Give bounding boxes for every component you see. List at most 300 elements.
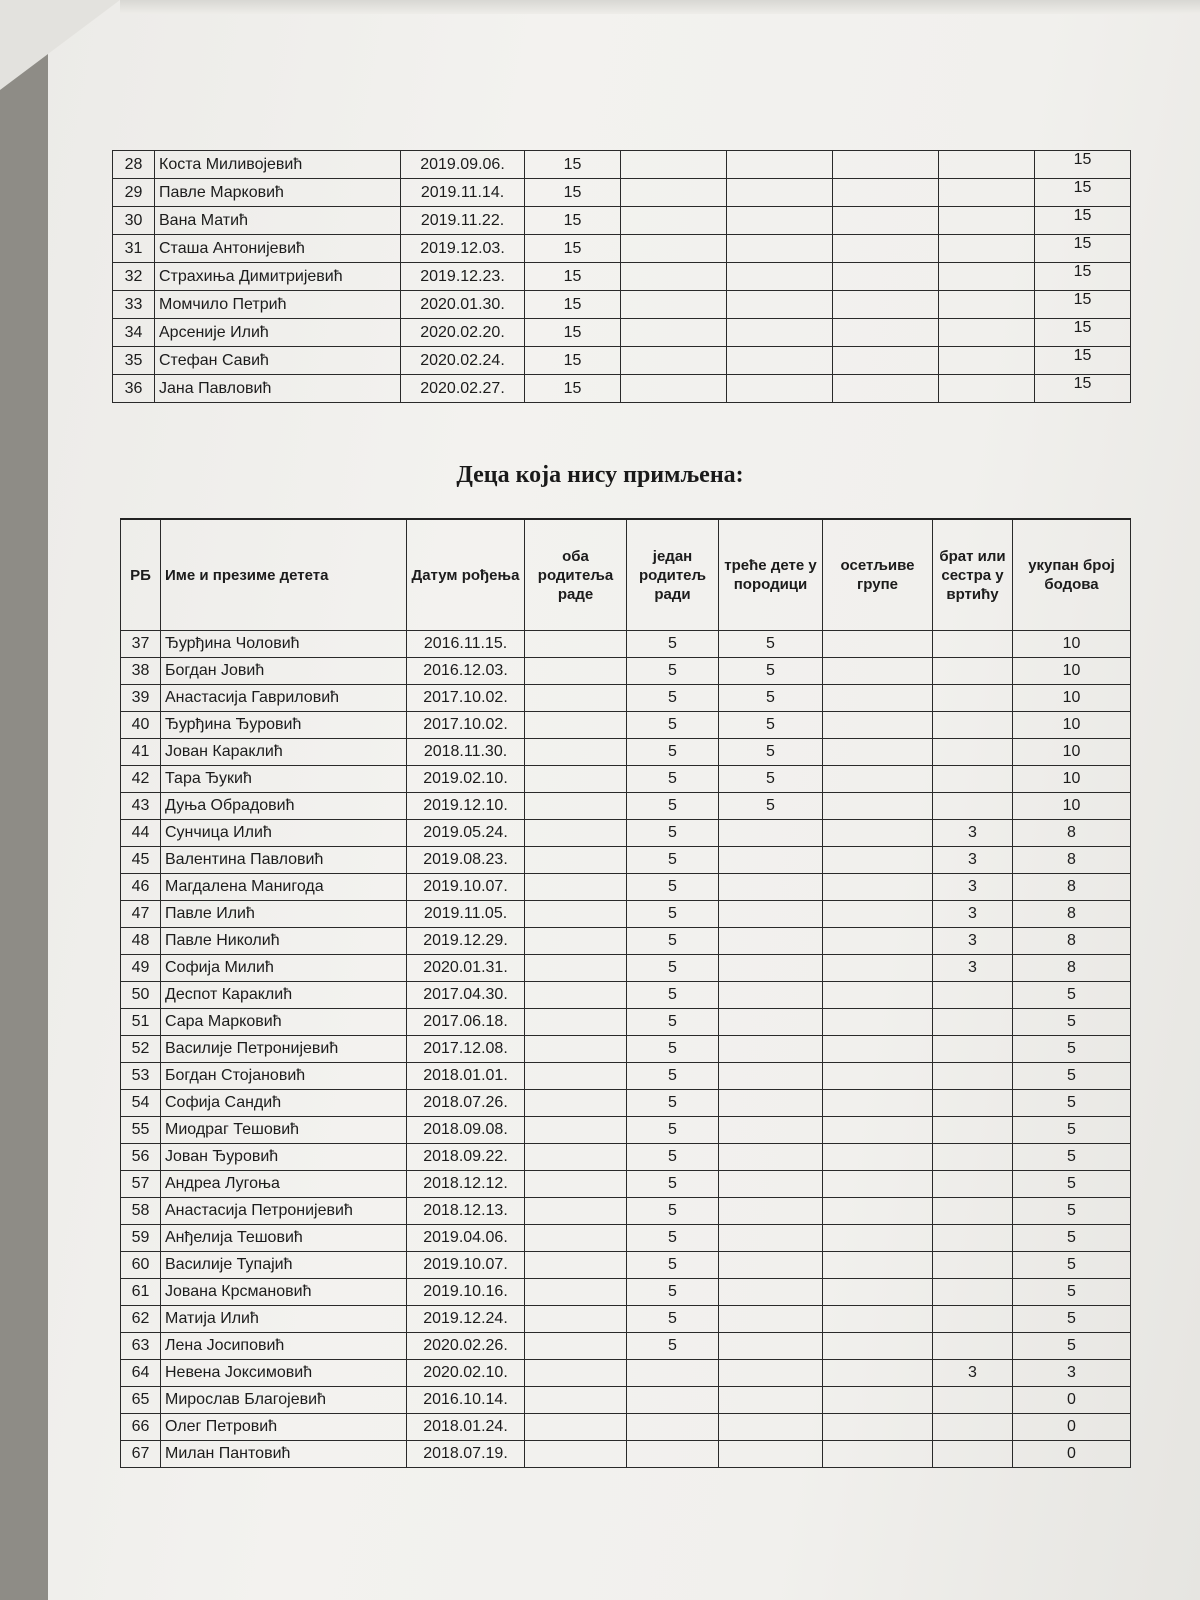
table-row: [121, 1198, 1131, 1225]
cell-sensitive: [823, 658, 933, 685]
cell-third: [719, 1360, 823, 1387]
cell-third: [719, 955, 823, 982]
cell-both: [525, 766, 627, 793]
cell-both: [525, 1009, 627, 1036]
cell-both: [525, 1252, 627, 1279]
cell-dob: 2019.12.24.: [407, 1306, 525, 1333]
cell-sensitive: [823, 955, 933, 982]
cell-sensitive: [823, 1252, 933, 1279]
cell-dob: 2019.11.05.: [407, 901, 525, 928]
cell-sensitive: [823, 1333, 933, 1360]
cell-name: Коста Миливојевић: [155, 151, 401, 179]
cell-name: Момчило Петрић: [155, 291, 401, 319]
cell-sibling: [939, 151, 1035, 179]
table-row: [121, 1252, 1131, 1279]
cell-total: 5: [1013, 1063, 1131, 1090]
header-total: укупан број бодова: [1013, 519, 1131, 631]
cell-third: [719, 982, 823, 1009]
cell-sensitive: [823, 1279, 933, 1306]
cell-one: 5: [627, 901, 719, 928]
cell-total: 15: [1035, 263, 1131, 291]
cell-name: Анастасија Гавриловић: [161, 685, 407, 712]
cell-total: 8: [1013, 820, 1131, 847]
cell-name: Сташа Антонијевић: [155, 235, 401, 263]
cell-third: [719, 1252, 823, 1279]
admitted-table-body: [113, 151, 1131, 403]
cell-one: 5: [627, 847, 719, 874]
cell-rb: 62: [121, 1306, 161, 1333]
header-both-parents: оба родитеља раде: [525, 519, 627, 631]
cell-sensitive: [823, 1171, 933, 1198]
cell-rb: 59: [121, 1225, 161, 1252]
cell-third: [719, 820, 823, 847]
cell-sibling: 3: [933, 901, 1013, 928]
cell-third: [719, 901, 823, 928]
cell-sibling: [939, 235, 1035, 263]
cell-name: Невена Јоксимовић: [161, 1360, 407, 1387]
cell-one: 5: [627, 928, 719, 955]
cell-name: Анђелија Тешовић: [161, 1225, 407, 1252]
cell-name: Деспот Караклић: [161, 982, 407, 1009]
cell-dob: 2020.02.24.: [401, 347, 525, 375]
cell-dob: 2017.10.02.: [407, 712, 525, 739]
cell-one: 5: [627, 1090, 719, 1117]
cell-rb: 55: [121, 1117, 161, 1144]
cell-name: Арсеније Илић: [155, 319, 401, 347]
cell-rb: 32: [113, 263, 155, 291]
cell-sibling: [933, 1252, 1013, 1279]
cell-third: [719, 1063, 823, 1090]
cell-third: [727, 375, 833, 403]
cell-sibling: [933, 1306, 1013, 1333]
cell-name: Тара Ђукић: [161, 766, 407, 793]
cell-name: Ђурђина Ђуровић: [161, 712, 407, 739]
header-name: Име и презиме детета: [161, 519, 407, 631]
cell-name: Софија Сандић: [161, 1090, 407, 1117]
cell-sibling: 3: [933, 1360, 1013, 1387]
cell-sensitive: [823, 1117, 933, 1144]
cell-one: 5: [627, 982, 719, 1009]
cell-dob: 2019.10.07.: [407, 1252, 525, 1279]
cell-sensitive: [823, 847, 933, 874]
table-row: [121, 901, 1131, 928]
cell-both: [525, 1333, 627, 1360]
cell-one: [621, 291, 727, 319]
cell-name: Сунчица Илић: [161, 820, 407, 847]
cell-third: [727, 179, 833, 207]
cell-sibling: 3: [933, 847, 1013, 874]
cell-one: 5: [627, 1279, 719, 1306]
cell-rb: 38: [121, 658, 161, 685]
cell-total: 5: [1013, 1279, 1131, 1306]
cell-dob: 2016.12.03.: [407, 658, 525, 685]
cell-total: 5: [1013, 1117, 1131, 1144]
table-row: [121, 1063, 1131, 1090]
cell-sibling: [933, 1009, 1013, 1036]
cell-one: [627, 1414, 719, 1441]
cell-sensitive: [833, 207, 939, 235]
table-row: [113, 207, 1131, 235]
cell-rb: 47: [121, 901, 161, 928]
header-sibling: брат или сестра у вртићу: [933, 519, 1013, 631]
table-row: [121, 820, 1131, 847]
cell-sensitive: [823, 1306, 933, 1333]
cell-total: 5: [1013, 1198, 1131, 1225]
cell-one: 5: [627, 1306, 719, 1333]
cell-one: 5: [627, 685, 719, 712]
cell-total: 5: [1013, 1252, 1131, 1279]
table-header: [121, 519, 1131, 631]
cell-name: Андреа Лугоња: [161, 1171, 407, 1198]
cell-third: [719, 1144, 823, 1171]
cell-third: [719, 1414, 823, 1441]
cell-name: Богдан Јовић: [161, 658, 407, 685]
cell-name: Дуња Обрадовић: [161, 793, 407, 820]
cell-both: 15: [525, 263, 621, 291]
cell-sibling: [933, 1333, 1013, 1360]
table-row: [121, 1333, 1131, 1360]
cell-sensitive: [833, 319, 939, 347]
cell-total: 15: [1035, 291, 1131, 319]
cell-sibling: [933, 1441, 1013, 1468]
table-row: [121, 982, 1131, 1009]
table-row: [113, 319, 1131, 347]
cell-name: Страхиња Димитријевић: [155, 263, 401, 291]
cell-sibling: 3: [933, 820, 1013, 847]
cell-sibling: [939, 179, 1035, 207]
cell-third: 5: [719, 793, 823, 820]
cell-rb: 37: [121, 631, 161, 658]
cell-dob: 2020.02.20.: [401, 319, 525, 347]
cell-sensitive: [833, 235, 939, 263]
cell-total: 15: [1035, 207, 1131, 235]
cell-total: 15: [1035, 319, 1131, 347]
cell-sibling: 3: [933, 928, 1013, 955]
table-row: [121, 928, 1131, 955]
cell-sibling: [933, 631, 1013, 658]
cell-total: 8: [1013, 901, 1131, 928]
cell-one: [627, 1360, 719, 1387]
cell-third: [719, 1279, 823, 1306]
cell-sensitive: [823, 766, 933, 793]
cell-both: 15: [525, 207, 621, 235]
cell-one: 5: [627, 793, 719, 820]
cell-third: [727, 319, 833, 347]
cell-total: 10: [1013, 739, 1131, 766]
cell-total: 8: [1013, 847, 1131, 874]
cell-one: 5: [627, 1036, 719, 1063]
cell-third: [719, 1306, 823, 1333]
cell-dob: 2018.07.26.: [407, 1090, 525, 1117]
cell-both: [525, 658, 627, 685]
cell-dob: 2019.12.10.: [407, 793, 525, 820]
cell-rb: 51: [121, 1009, 161, 1036]
cell-sensitive: [823, 1360, 933, 1387]
cell-rb: 34: [113, 319, 155, 347]
cell-both: [525, 1279, 627, 1306]
cell-sensitive: [823, 793, 933, 820]
cell-sibling: 3: [933, 955, 1013, 982]
cell-third: [727, 291, 833, 319]
table-row: [121, 874, 1131, 901]
cell-name: Василије Тупајић: [161, 1252, 407, 1279]
cell-both: [525, 739, 627, 766]
table-row: [121, 1090, 1131, 1117]
cell-sibling: [933, 1171, 1013, 1198]
cell-third: [719, 1117, 823, 1144]
cell-rb: 28: [113, 151, 155, 179]
cell-sensitive: [823, 1009, 933, 1036]
header-dob: Датум рођења: [407, 519, 525, 631]
cell-both: [525, 1306, 627, 1333]
cell-both: 15: [525, 151, 621, 179]
cell-total: 8: [1013, 928, 1131, 955]
cell-name: Миодраг Тешовић: [161, 1117, 407, 1144]
cell-one: [621, 235, 727, 263]
cell-sibling: [933, 793, 1013, 820]
cell-rb: 48: [121, 928, 161, 955]
cell-rb: 58: [121, 1198, 161, 1225]
header-rb: РБ: [121, 519, 161, 631]
cell-sibling: [939, 207, 1035, 235]
cell-dob: 2020.02.27.: [401, 375, 525, 403]
cell-third: [727, 347, 833, 375]
cell-dob: 2017.04.30.: [407, 982, 525, 1009]
cell-sensitive: [823, 1441, 933, 1468]
cell-dob: 2020.01.31.: [407, 955, 525, 982]
cell-both: [525, 1090, 627, 1117]
cell-sibling: [933, 1063, 1013, 1090]
cell-name: Павле Николић: [161, 928, 407, 955]
cell-both: [525, 1036, 627, 1063]
cell-dob: 2018.09.08.: [407, 1117, 525, 1144]
cell-one: [627, 1387, 719, 1414]
cell-sibling: [939, 291, 1035, 319]
cell-both: [525, 874, 627, 901]
cell-dob: 2019.04.06.: [407, 1225, 525, 1252]
admitted-children-table: [112, 150, 1131, 403]
cell-name: Павле Илић: [161, 901, 407, 928]
header-one-parent: један родитељ ради: [627, 519, 719, 631]
cell-total: 10: [1013, 685, 1131, 712]
cell-total: 10: [1013, 793, 1131, 820]
cell-sibling: [933, 1387, 1013, 1414]
cell-sensitive: [833, 263, 939, 291]
cell-both: 15: [525, 235, 621, 263]
cell-one: [627, 1441, 719, 1468]
table-row: [113, 263, 1131, 291]
cell-total: 3: [1013, 1360, 1131, 1387]
cell-sensitive: [833, 179, 939, 207]
cell-third: 5: [719, 685, 823, 712]
table-row: [121, 1441, 1131, 1468]
cell-total: 10: [1013, 712, 1131, 739]
cell-third: [719, 928, 823, 955]
table-row: [121, 631, 1131, 658]
cell-one: 5: [627, 1117, 719, 1144]
cell-dob: 2017.10.02.: [407, 685, 525, 712]
cell-third: [719, 874, 823, 901]
cell-sensitive: [823, 982, 933, 1009]
cell-rb: 54: [121, 1090, 161, 1117]
cell-name: Стефан Савић: [155, 347, 401, 375]
cell-sensitive: [823, 739, 933, 766]
cell-rb: 63: [121, 1333, 161, 1360]
section-heading: Деца која нису примљена:: [456, 462, 744, 488]
cell-total: 15: [1035, 375, 1131, 403]
cell-name: Јован Караклић: [161, 739, 407, 766]
cell-third: 5: [719, 631, 823, 658]
cell-total: 10: [1013, 631, 1131, 658]
cell-sensitive: [833, 291, 939, 319]
table-row: [121, 658, 1131, 685]
table-row: [121, 1279, 1131, 1306]
table-row: [113, 291, 1131, 319]
table-row: [113, 151, 1131, 179]
cell-dob: 2018.01.24.: [407, 1414, 525, 1441]
cell-name: Анастасија Петронијевић: [161, 1198, 407, 1225]
cell-sensitive: [823, 1144, 933, 1171]
cell-rb: 52: [121, 1036, 161, 1063]
cell-rb: 65: [121, 1387, 161, 1414]
cell-both: [525, 1414, 627, 1441]
not-admitted-children-table: [120, 518, 1131, 1468]
cell-rb: 67: [121, 1441, 161, 1468]
table-row: [121, 1171, 1131, 1198]
cell-total: 5: [1013, 982, 1131, 1009]
cell-sensitive: [823, 685, 933, 712]
cell-rb: 49: [121, 955, 161, 982]
cell-sibling: [933, 1036, 1013, 1063]
cell-one: [621, 375, 727, 403]
cell-total: 10: [1013, 658, 1131, 685]
cell-total: 8: [1013, 874, 1131, 901]
cell-name: Василије Петронијевић: [161, 1036, 407, 1063]
cell-sibling: [933, 658, 1013, 685]
cell-total: 15: [1035, 151, 1131, 179]
cell-both: 15: [525, 347, 621, 375]
cell-rb: 42: [121, 766, 161, 793]
cell-one: 5: [627, 739, 719, 766]
cell-rb: 66: [121, 1414, 161, 1441]
cell-sibling: [933, 982, 1013, 1009]
cell-both: [525, 955, 627, 982]
cell-total: 5: [1013, 1090, 1131, 1117]
cell-total: 5: [1013, 1036, 1131, 1063]
cell-one: 5: [627, 712, 719, 739]
cell-total: 0: [1013, 1414, 1131, 1441]
cell-rb: 36: [113, 375, 155, 403]
cell-dob: 2020.02.26.: [407, 1333, 525, 1360]
cell-one: 5: [627, 1009, 719, 1036]
cell-both: [525, 685, 627, 712]
table-row: [121, 766, 1131, 793]
cell-sibling: 3: [933, 874, 1013, 901]
page-top-edge: [120, 0, 1200, 14]
cell-one: 5: [627, 820, 719, 847]
cell-sensitive: [823, 1387, 933, 1414]
cell-total: 5: [1013, 1171, 1131, 1198]
cell-both: [525, 712, 627, 739]
not-admitted-table-body: [121, 631, 1131, 1468]
cell-dob: 2019.09.06.: [401, 151, 525, 179]
cell-sibling: [933, 1090, 1013, 1117]
table-row: [121, 847, 1131, 874]
cell-third: [719, 1009, 823, 1036]
cell-dob: 2019.12.29.: [407, 928, 525, 955]
cell-dob: 2019.11.14.: [401, 179, 525, 207]
cell-rb: 39: [121, 685, 161, 712]
cell-sibling: [933, 1225, 1013, 1252]
header-third-child: треће дете у породици: [719, 519, 823, 631]
cell-rb: 43: [121, 793, 161, 820]
cell-name: Вана Матић: [155, 207, 401, 235]
table-row: [121, 793, 1131, 820]
cell-both: [525, 631, 627, 658]
cell-dob: 2019.10.07.: [407, 874, 525, 901]
cell-sensitive: [823, 901, 933, 928]
cell-one: 5: [627, 1225, 719, 1252]
cell-dob: 2017.12.08.: [407, 1036, 525, 1063]
cell-third: 5: [719, 712, 823, 739]
cell-third: 5: [719, 739, 823, 766]
cell-both: [525, 1144, 627, 1171]
cell-sibling: [933, 1117, 1013, 1144]
cell-sibling: [933, 712, 1013, 739]
cell-sensitive: [823, 1414, 933, 1441]
cell-dob: 2018.12.13.: [407, 1198, 525, 1225]
table-row: [121, 1306, 1131, 1333]
cell-both: 15: [525, 291, 621, 319]
header-sensitive-groups: осетљиве групе: [823, 519, 933, 631]
table-row: [121, 955, 1131, 982]
cell-both: [525, 1171, 627, 1198]
cell-name: Лена Јосиповић: [161, 1333, 407, 1360]
cell-both: [525, 1063, 627, 1090]
cell-one: 5: [627, 1171, 719, 1198]
cell-sibling: [933, 1414, 1013, 1441]
cell-one: [621, 179, 727, 207]
cell-rb: 40: [121, 712, 161, 739]
cell-rb: 56: [121, 1144, 161, 1171]
cell-sensitive: [823, 928, 933, 955]
cell-total: 5: [1013, 1144, 1131, 1171]
cell-third: [719, 847, 823, 874]
cell-sensitive: [823, 1063, 933, 1090]
cell-both: [525, 1117, 627, 1144]
table-row: [121, 1387, 1131, 1414]
cell-sensitive: [823, 631, 933, 658]
cell-dob: 2019.11.22.: [401, 207, 525, 235]
cell-rb: 60: [121, 1252, 161, 1279]
table-row: [121, 1117, 1131, 1144]
cell-both: [525, 1441, 627, 1468]
cell-rb: 35: [113, 347, 155, 375]
cell-rb: 29: [113, 179, 155, 207]
cell-both: [525, 901, 627, 928]
table-row: [113, 375, 1131, 403]
table-row: [121, 685, 1131, 712]
cell-dob: 2019.02.10.: [407, 766, 525, 793]
cell-name: Сара Марковић: [161, 1009, 407, 1036]
table-row: [113, 179, 1131, 207]
cell-sibling: [933, 685, 1013, 712]
cell-dob: 2018.01.01.: [407, 1063, 525, 1090]
cell-both: [525, 1387, 627, 1414]
cell-dob: 2016.11.15.: [407, 631, 525, 658]
header-row: [121, 519, 1131, 631]
cell-name: Јован Ђуровић: [161, 1144, 407, 1171]
